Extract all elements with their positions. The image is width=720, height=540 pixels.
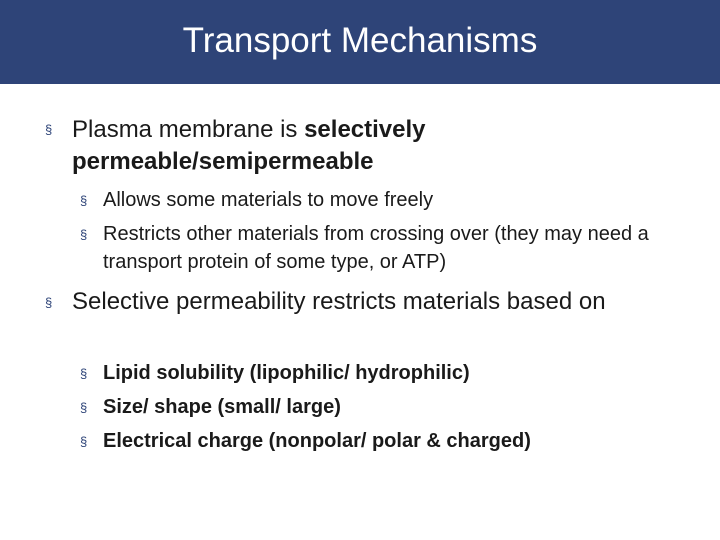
bullet-icon: § [45, 295, 53, 310]
title-bar [0, 0, 720, 84]
sub-bullet-icon: § [80, 193, 88, 208]
sub-list-item: Allows some materials to move freely [103, 189, 434, 211]
sub-bullet-icon: § [80, 434, 88, 449]
sub-bullet-icon: § [80, 400, 88, 415]
list-item-selective-permeability: Selective permeability restricts materials based on [72, 288, 606, 315]
item-text-bold: selectively permeable/semipermeable [72, 116, 426, 175]
slide-title: Transport Mechanisms [182, 21, 538, 60]
sub-list-item: Size/ shape (small/ large) [103, 396, 341, 418]
sub-list-item: Electrical charge (nonpolar/ polar & charged) [103, 430, 531, 452]
sub-list-item: Restricts other materials from crossing over (they may need a transport protein of some type, or ATP) [103, 223, 649, 273]
item-text: Plasma membrane is [72, 116, 305, 143]
sub-bullet-icon: § [80, 227, 88, 242]
sub-list-item: Lipid solubility (lipophilic/ hydrophilic) [103, 362, 470, 384]
bullet-icon: § [45, 122, 53, 137]
sub-bullet-icon: § [80, 366, 88, 381]
list-item-plasma-membrane [72, 114, 692, 178]
